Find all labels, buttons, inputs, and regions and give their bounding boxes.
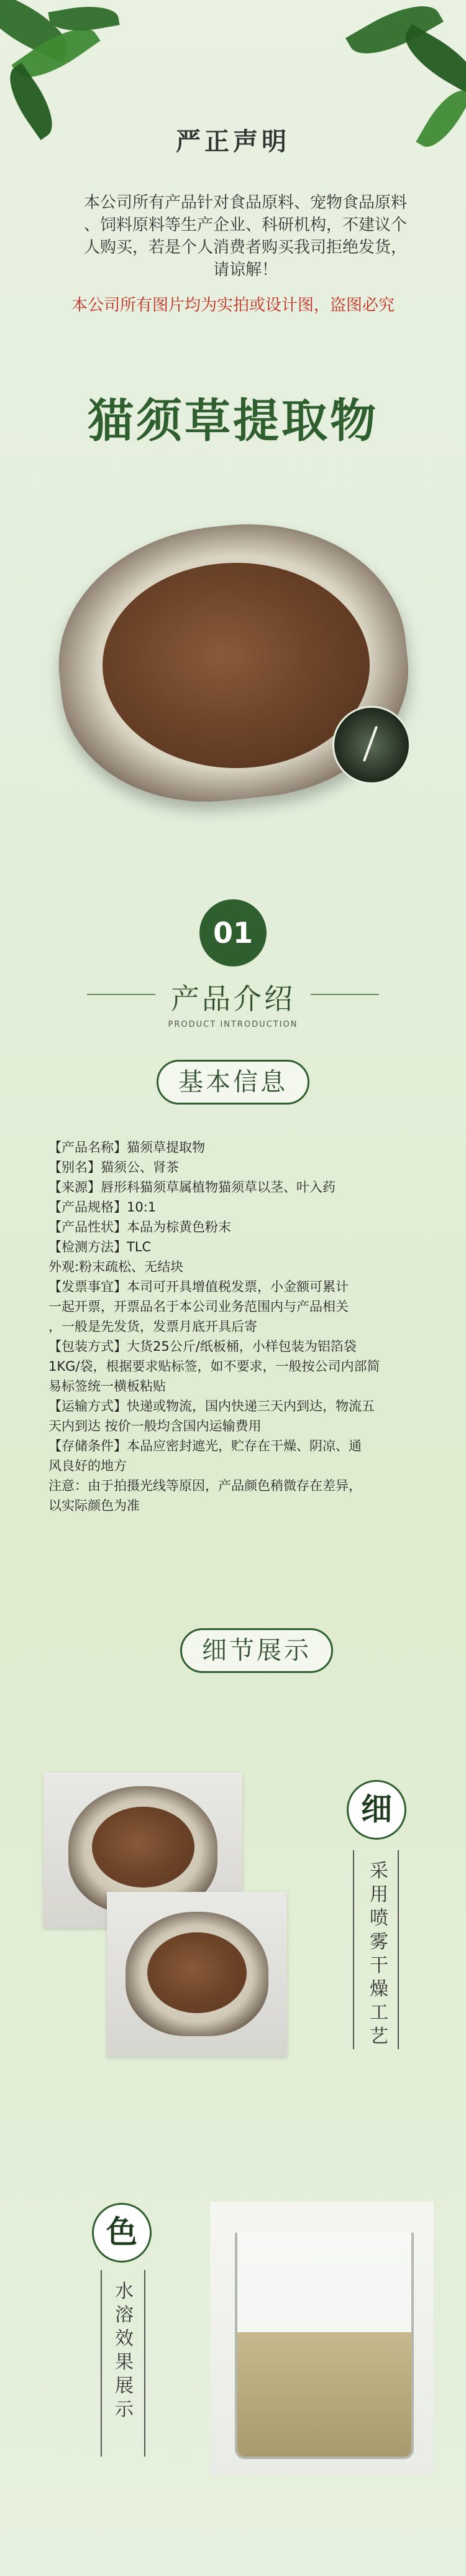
info-line: 【检测方法】TLC [48,1239,152,1254]
info-line: 【产品规格】10:1 [48,1200,157,1215]
info-line: 【包装方式】大货25公斤/纸板桶，小样包装为铝箔袋 [48,1339,357,1354]
info-line: 【运输方式】快递或物流，国内快递三天内到达，物流五 [48,1399,375,1414]
info-line: 天内到达 按价一般均含国内运输费用 [48,1419,262,1434]
info-line: ，一般是先发货，发票月底开具后寄 [48,1319,257,1334]
detail-vertical-text: 采用喷雾干燥工艺 [370,1860,388,2047]
notice-body [62,192,429,281]
vertical-rule [144,2270,145,2457]
info-line: 以实际颜色为准 [48,1498,140,1513]
detail-badge: 细 [347,1780,406,1840]
info-line: 外观:粉末疏松、无结块 [48,1259,184,1274]
section-subtitle: PRODUCT INTRODUCTION [168,1020,298,1029]
herb-flower-inset [332,706,411,784]
notice-line: 本公司所有产品针对食品原料、宠物食品原料 [83,193,407,212]
copyright-warning: 本公司所有图片均为实拍或设计图，盗图必究 [71,296,395,315]
beaker-photo [210,2202,434,2475]
notice-line: 、饲料原料等生产企业、科研机构，不建议个 [83,216,407,234]
info-line: 【来源】唇形科猫须草属植物猫须草以茎、叶入药 [48,1180,336,1195]
notice-title: 严正声明 [176,127,290,156]
product-title: 猫须草提取物 [88,394,378,448]
product-info-list [48,1137,421,1516]
detail-badge: 色 [92,2203,152,2263]
info-line: 【别名】猫须公、肾茶 [48,1160,179,1175]
section-title: 产品介绍 [171,982,295,1016]
info-line: 【发票事宜】本司可开具增值税发票，小金额可累计 [48,1279,349,1294]
vertical-rule [353,1850,354,2049]
product-photo [59,526,407,808]
divider-right [311,994,379,995]
info-line: 一起开票，开票品名于本公司业务范围内与产品相关 [48,1299,349,1314]
info-line: 易标签统一横板粘贴 [48,1379,166,1394]
info-line: 【产品性状】本品为棕黄色粉末 [48,1220,231,1235]
leaf-decoration [395,24,466,95]
vertical-rule [398,1850,399,2049]
section-number: 01 [199,899,267,966]
basic-info-label: 基本信息 [157,1060,309,1105]
notice-line: 人购买，若是个人消费者购买我司拒绝发货， [83,238,407,257]
info-line: 风良好的地方 [48,1458,127,1473]
info-line: 1KG/袋，根据要求贴标签，如不要求，一般按公司内部简 [48,1359,380,1374]
beaker-glass [235,2233,414,2459]
info-line: 注意：由于拍摄光线等原因，产品颜色稍微存在差异， [48,1478,362,1493]
powder [103,563,370,768]
beaker-liquid [237,2332,411,2457]
detail-vertical-text: 水溶效果展示 [115,2281,134,2421]
detail-photo [107,1892,287,2057]
info-line: 【存储条件】本品应密封遮光，贮存在干燥、阴凉、通 [48,1439,362,1453]
detail-label: 细节展示 [180,1628,333,1673]
info-line: 【产品名称】猫须草提取物 [48,1140,205,1155]
vertical-rule [101,2270,102,2457]
notice-line: 请谅解！ [212,261,278,279]
